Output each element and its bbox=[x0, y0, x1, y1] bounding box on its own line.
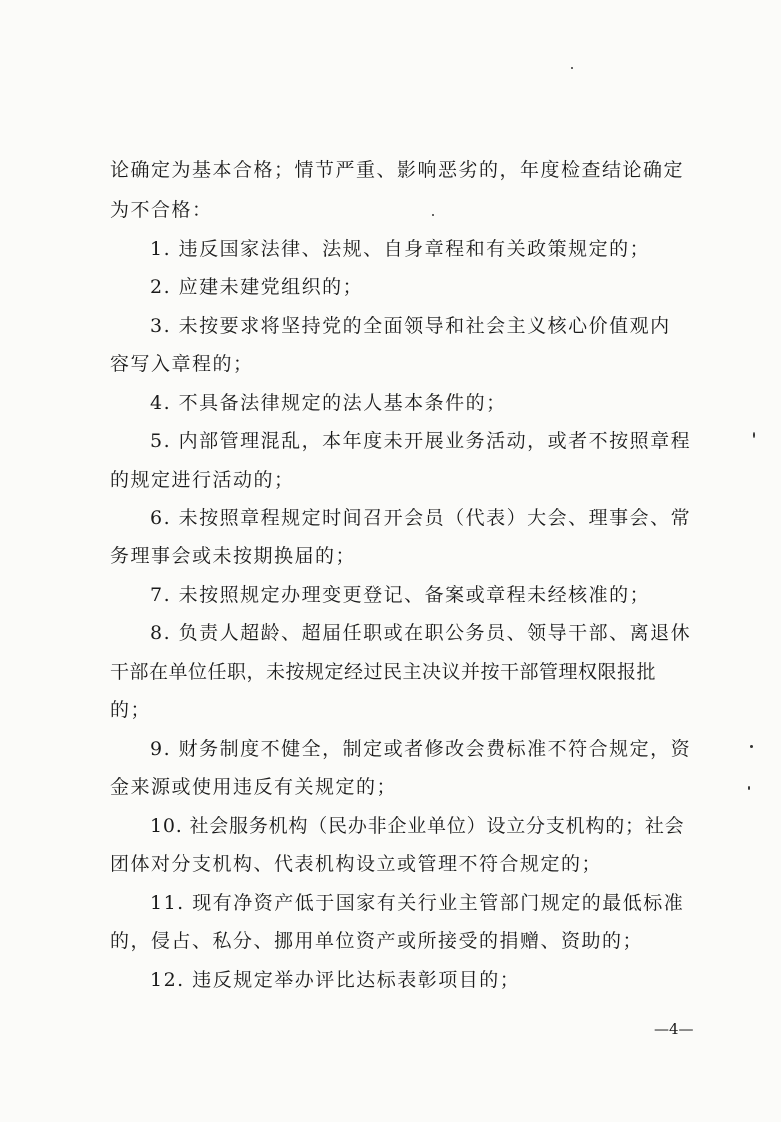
item-8-line-1: 8. 负责人超龄、超届任职或在职公务员、领导干部、离退休 bbox=[150, 622, 692, 644]
item-10-line-2: 团体对分支机构、代表机构设立或管理不符合规定的； bbox=[110, 853, 603, 875]
item-11-line-2: 的，侵占、私分、挪用单位资产或所接受的捐赠、资助的； bbox=[110, 930, 644, 952]
intro-line-2: 为不合格： bbox=[110, 199, 213, 221]
item-3-line-2: 容写入章程的； bbox=[110, 353, 254, 375]
item-5-line-1: 5. 内部管理混乱，本年度未开展业务活动，或者不按照章程 bbox=[150, 430, 692, 452]
item-8-line-3: 的； bbox=[110, 699, 152, 721]
page-number: —4— bbox=[654, 1020, 694, 1038]
item-6-line-2: 务理事会或未按期换届的； bbox=[110, 545, 357, 567]
item-3-line-1: 3. 未按要求将坚持党的全面领导和社会主义核心价值观内 bbox=[150, 315, 671, 337]
scan-speck bbox=[432, 214, 434, 216]
intro-line-1: 论确定为基本合格；情节严重、影响恶劣的，年度检查结论确定 bbox=[110, 159, 685, 181]
item-9-line-2: 金来源或使用违反有关规定的； bbox=[110, 776, 398, 798]
item-8-line-2: 干部在单位任职，未按规定经过民主决议并按干部管理权限报批 bbox=[110, 661, 657, 683]
item-7-line-1: 7. 未按照规定办理变更登记、备案或章程未经核准的； bbox=[150, 584, 651, 606]
item-12-line-1: 12. 违反规定举办评比达标表彰项目的； bbox=[150, 969, 521, 991]
scan-speck bbox=[750, 745, 753, 748]
item-1-line-1: 1. 违反国家法律、法规、自身章程和有关政策规定的； bbox=[150, 238, 651, 260]
item-4-line-1: 4. 不具备法律规定的法人基本条件的； bbox=[150, 392, 507, 414]
item-11-line-1: 11. 现有净资产低于国家有关行业主管部门规定的最低标准 bbox=[150, 892, 685, 914]
item-10-line-1: 10. 社会服务机构（民办非企业单位）设立分支机构的；社会 bbox=[150, 815, 685, 837]
item-6-line-1: 6. 未按照章程规定时间召开会员（代表）大会、理事会、常 bbox=[150, 507, 692, 529]
item-5-line-2: 的规定进行活动的； bbox=[110, 469, 295, 491]
scan-speck bbox=[748, 786, 750, 790]
item-2-line-1: 2. 应建未建党组织的； bbox=[150, 276, 364, 298]
item-9-line-1: 9. 财务制度不健全，制定或者修改会费标准不符合规定，资 bbox=[150, 738, 692, 760]
scan-speck bbox=[571, 67, 573, 69]
scan-speck bbox=[753, 432, 755, 438]
